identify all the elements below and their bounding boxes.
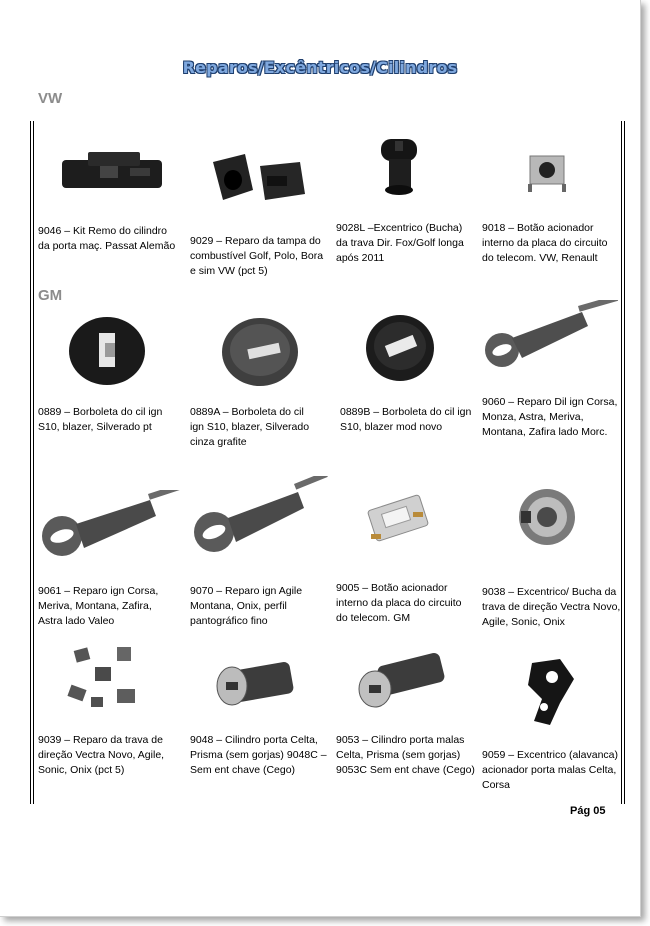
caption-9018: 9018 – Botão acionador interno da placa do circuito do telecom. VW, Renault xyxy=(482,222,608,264)
caption-9038: 9038 – Excentrico/ Bucha da trava de direção Vectra Novo, Agile, Sonic, Onix xyxy=(482,586,621,628)
product-image-9060 xyxy=(482,300,620,372)
right-rule-outer xyxy=(624,121,625,804)
product-image-9059 xyxy=(520,655,580,730)
section-vw-heading: VW xyxy=(38,90,63,107)
product-image-0889B xyxy=(362,310,442,385)
product-image-9046 xyxy=(60,150,165,192)
caption-0889A: 0889A – Borboleta do cil ign S10, blazer, Silverado cinza grafite xyxy=(190,406,310,448)
product-image-9028L xyxy=(375,135,425,197)
caption-9046: 9046 – Kit Remo do cilindro da porta maç. Passat Alemão xyxy=(38,225,176,252)
caption-9028L: 9028L –Excentrico (Bucha) da trava Dir. Fox/Golf longa após 2011 xyxy=(336,222,464,264)
product-image-9038 xyxy=(515,485,580,550)
caption-9059: 9059 – Excentrico (alavanca) acionador porta malas Celta, Corsa xyxy=(482,749,618,791)
caption-0889B: 0889B – Borboleta do cil ign S10, blazer mod novo xyxy=(340,406,472,433)
product-image-0889 xyxy=(65,313,150,388)
product-image-0889A xyxy=(218,310,303,390)
product-image-9018 xyxy=(528,150,568,195)
caption-9061: 9061 – Reparo ign Corsa, Meriva, Montana, Zafira, Astra lado Valeo xyxy=(38,585,159,627)
caption-9053: 9053 – Cilindro porta malas Celta, Prisma (sem gorjas) 9053C Sem ent chave (Cego) xyxy=(336,734,475,776)
caption-9060: 9060 – Reparo Dil ign Corsa, Monza, Astra, Meriva, Montana, Zafira lado Morc. xyxy=(482,396,618,438)
product-image-9005 xyxy=(365,490,435,550)
product-image-9039 xyxy=(65,643,145,713)
caption-9005: 9005 – Botão acionador interno da placa do circuito do telecom. GM xyxy=(336,582,462,624)
caption-9048: 9048 – Cilindro porta Celta, Prisma (sem gorjas) 9048C – Sem ent chave (Cego) xyxy=(190,734,327,776)
product-image-9048 xyxy=(212,652,300,710)
product-image-9029 xyxy=(205,150,310,205)
page-number: Pág 05 xyxy=(570,805,606,817)
caption-9029: 9029 – Reparo da tampa do combustível Golf, Polo, Bora e sim VW (pct 5) xyxy=(190,235,324,277)
left-rule-inner xyxy=(33,121,34,804)
caption-9039: 9039 – Reparo da trava de direção Vectra Novo, Agile, Sonic, Onix (pct 5) xyxy=(38,734,165,776)
page-title: Reparos/Excêntricos/Cilindros xyxy=(182,58,458,77)
section-gm-heading: GM xyxy=(38,287,63,304)
product-image-9070 xyxy=(192,476,330,556)
product-image-9061 xyxy=(40,490,180,565)
caption-9070: 9070 – Reparo ign Agile Montana, Onix, perfil pantográfico fino xyxy=(190,585,303,627)
product-image-9053 xyxy=(355,645,450,710)
caption-0889: 0889 – Borboleta do cil ign S10, blazer, Silverado pt xyxy=(38,406,163,433)
left-rule-outer xyxy=(30,121,31,804)
